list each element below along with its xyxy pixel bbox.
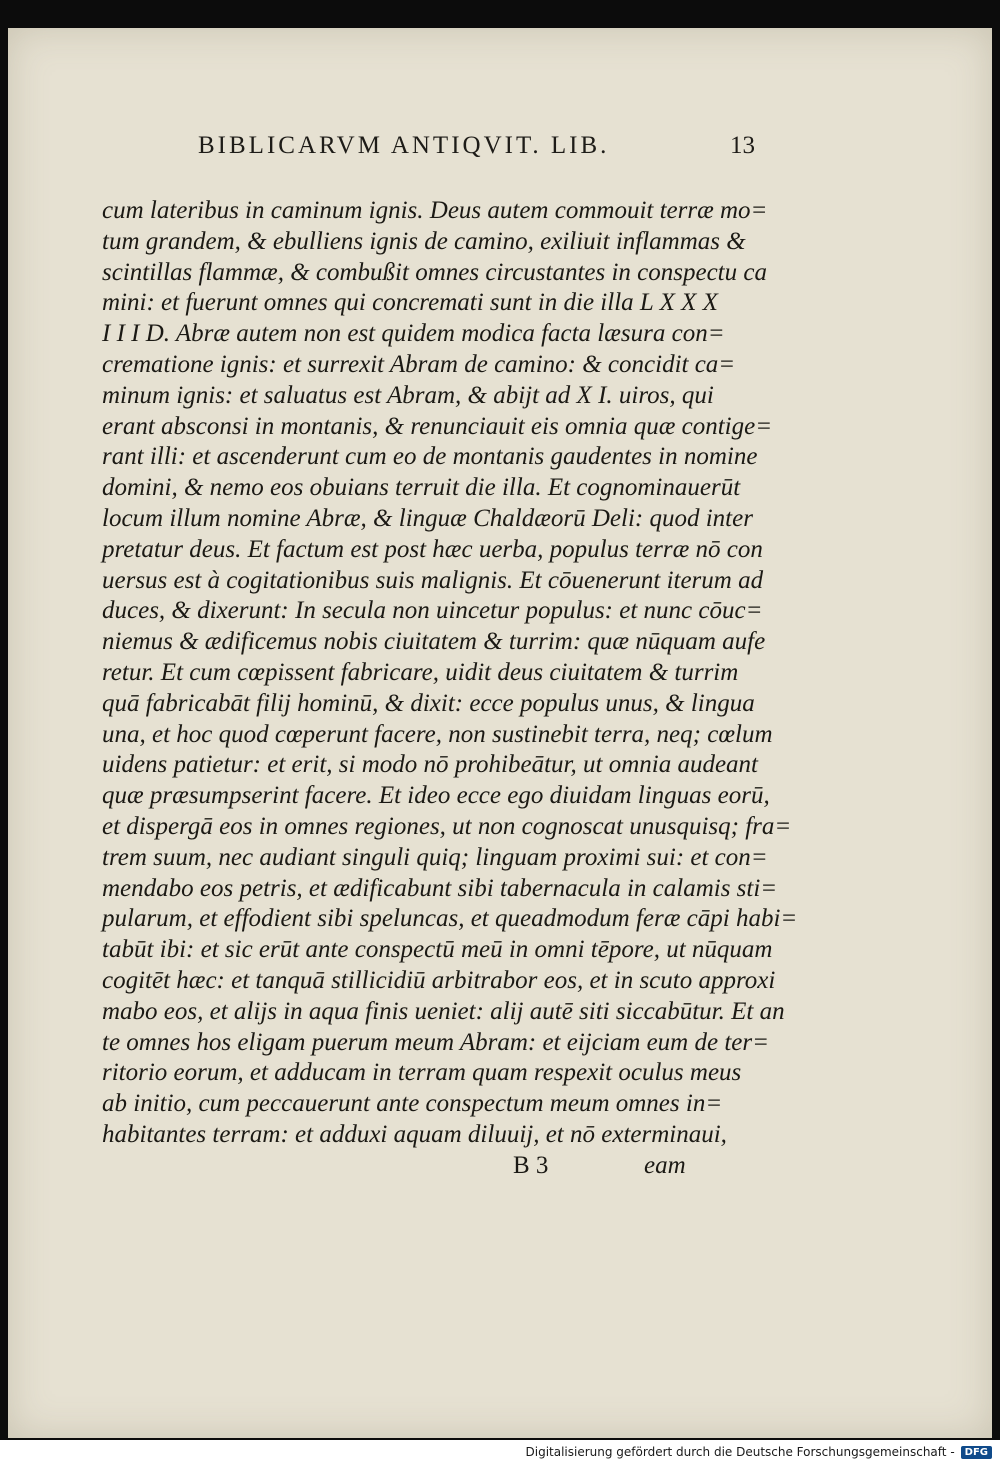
text-line: tabūt ibi: et sic erūt ante conspectū meū in omni tēpore, ut nūquam: [102, 936, 773, 964]
text-line: trem suum, nec audiant singuli quiq; linguam proximi sui: et con=: [102, 843, 768, 871]
text-line: retur. Et cum cœpissent fabricare, uidit deus ciuitatem & turrim: [102, 658, 739, 686]
text-line: domini, & nemo eos obuians terruit die illa. Et cognominauerūt: [102, 474, 741, 502]
text-line: ritorio eorum, et adducam in terram quam respexit oculus meus: [102, 1059, 742, 1087]
text-line: habitantes terram: et adduxi aquam diluuij, et nō exterminaui,: [102, 1120, 727, 1148]
text-line: tum grandem, & ebulliens ignis de camino, exiliuit inflammas &: [102, 227, 746, 255]
text-line: mendabo eos petris, et ædificabunt sibi tabernacula in calamis sti=: [102, 874, 778, 902]
signature-mark: B 3: [513, 1152, 549, 1179]
digitization-credit: [526, 1442, 993, 1462]
text-line: quā fabricabāt filij hominū, & dixit: ecce populus unus, & lingua: [102, 689, 755, 717]
text-line: te omnes hos eligam puerum meum Abram: et eijciam eum de ter=: [102, 1028, 769, 1056]
text-line: I I I D. Abræ autem non est quidem modica facta læsura con=: [102, 320, 725, 348]
text-line: uersus est à cogitationibus suis malignis. Et cōuenerunt iterum ad: [102, 566, 764, 594]
text-line: cogitēt hæc: et tanquā stillicidiū arbitrabor eos, et in scuto approxi: [102, 966, 776, 994]
dfg-logo: DFG: [961, 1446, 992, 1459]
body-text: [102, 196, 798, 1151]
text-line: quæ præsumpserint facere. Et ideo ecce ego diuidam linguas eorū,: [102, 782, 770, 810]
text-line: erant absconsi in montanis, & renunciauit eis omnia quæ contige=: [102, 412, 773, 440]
text-line: scintillas flammæ, & combußit omnes circustantes in conspectu ca: [102, 258, 767, 286]
text-line: uidens patietur: et erit, si modo nō prohibeātur, ut omnia audeant: [102, 751, 758, 779]
text-line: una, et hoc quod cœperunt facere, non sustinebit terra, neq; cœlum: [102, 720, 773, 748]
folio-number: 13: [730, 132, 755, 159]
text-line: niemus & ædificemus nobis ciuitatem & turrim: quæ nūquam aufe: [102, 628, 766, 656]
text-line: minum ignis: et saluatus est Abram, & abijt ad X I. uiros, qui: [102, 381, 714, 409]
text-line: ab initio, cum peccauerunt ante conspectum meum omnes in=: [102, 1090, 723, 1118]
text-line: crematione ignis: et surrexit Abram de camino: & concidit ca=: [102, 350, 736, 378]
book-page: [8, 28, 992, 1438]
text-line: locum illum nomine Abræ, & linguæ Chaldæorū Deli: quod inter: [102, 504, 753, 532]
text-line: pularum, et effodient sibi speluncas, et queadmodum feræ cāpi habi=: [102, 905, 798, 933]
running-title: BIBLICARVM ANTIQVIT. LIB.: [198, 132, 610, 159]
catchword: eam: [644, 1152, 686, 1179]
credit-text: Digitalisierung gefördert durch die Deutsche Forschungsgemeinschaft -: [525, 1445, 955, 1459]
text-line: mabo eos, et alijs in aqua finis ueniet: alij autē siti siccabūtur. Et an: [102, 997, 785, 1025]
text-line: rant illi: et ascenderunt cum eo de montanis gaudentes in nomine: [102, 443, 758, 471]
text-line: et dispergā eos in omnes regiones, ut non cognoscat unusquisq; fra=: [102, 812, 792, 840]
text-line: duces, & dixerunt: In secula non uincetur populus: et nunc cōuc=: [102, 597, 763, 625]
text-line: mini: et fuerunt omnes qui concremati sunt in die illa L X X X: [102, 289, 718, 317]
text-line: pretatur deus. Et factum est post hæc uerba, populus terræ nō con: [102, 535, 763, 563]
text-line: cum lateribus in caminum ignis. Deus autem commouit terræ mo=: [102, 197, 768, 224]
